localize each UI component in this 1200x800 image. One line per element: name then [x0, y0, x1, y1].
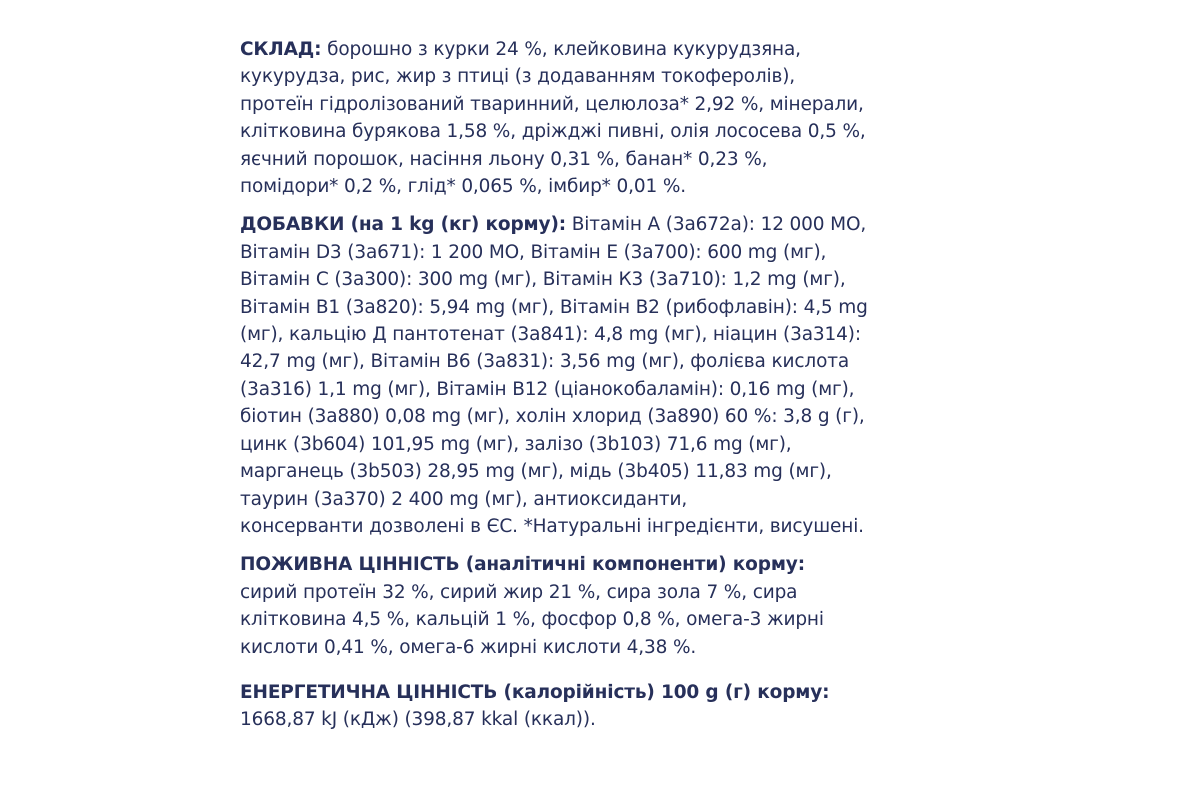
composition-heading: СКЛАД: — [240, 39, 322, 60]
nutrition-line: кислоти 0,41 %, омега-6 жирні кислоти 4,38 %. — [240, 636, 697, 658]
additives-line — [240, 211, 960, 238]
ingredients-text — [240, 36, 960, 734]
composition-first-line: борошно з курки 24 %, клейковина кукурудзяна, — [321, 39, 801, 60]
composition-section — [240, 36, 960, 200]
composition-line: протеїн гідролізований тваринний, целюлоза* 2,92 %, мінерали, — [240, 93, 864, 115]
composition-line: клітковина бурякова 1,58 %, дріжджі пивні, олія лососева 0,5 %, — [240, 121, 866, 143]
additives-line: Вітамін В1 (3a820): 5,94 mg (мг), Вітамін В2 (рибофлавін): 4,5 mg — [240, 296, 868, 318]
additives-line: цинк (3b604) 101,95 mg (мг), залізо (3b103) 71,6 mg (мг), — [240, 433, 792, 455]
energy-heading: ЕНЕРГЕТИЧНА ЦІННІСТЬ (калорійність) 100 g (г) корму: — [240, 681, 830, 703]
nutrition-heading: ПОЖИВНА ЦІННІСТЬ (аналітичні компоненти) корму: — [240, 554, 805, 576]
additives-line: таурин (3a370) 2 400 mg (мг), антиоксиданти, — [240, 488, 688, 510]
energy-line: 1668,87 kJ (кДж) (398,87 kkal (ккал)). — [240, 709, 596, 731]
composition-line: помідори* 0,2 %, глід* 0,065 %, імбир* 0,01 %. — [240, 176, 686, 198]
additives-line: (мг), кальцію Д пантотенат (3a841): 4,8 mg (мг), ніацин (3a314): — [240, 324, 861, 346]
nutrition-line: клітковина 4,5 %, кальцій 1 %, фосфор 0,8 %, омега-3 жирні — [240, 609, 824, 631]
additives-section — [240, 211, 960, 540]
additives-line: Вітамін D3 (3a671): 1 200 МО, Вітамін Е (3a700): 600 mg (мг), — [240, 241, 827, 263]
composition-line — [240, 36, 960, 63]
nutrition-line: сирий протеїн 32 %, сирий жир 21 %, сира зола 7 %, сира — [240, 581, 798, 603]
additives-line: марганець (3b503) 28,95 mg (мг), мідь (3b405) 11,83 mg (мг), — [240, 461, 832, 483]
additives-line: біотин (3a880) 0,08 mg (мг), холін хлорид (3a890) 60 %: 3,8 g (г), — [240, 406, 865, 428]
energy-section — [240, 679, 960, 734]
composition-line: яєчний порошок, насіння льону 0,31 %, банан* 0,23 %, — [240, 148, 768, 170]
additives-heading: ДОБАВКИ (на 1 kg (кг) корму): — [240, 214, 566, 236]
nutrition-section — [240, 551, 960, 661]
additives-line: консерванти дозволені в ЄС. *Натуральні інгредієнти, висушені. — [240, 515, 864, 537]
additives-line: (3a316) 1,1 mg (мг), Вітамін В12 (ціанокобаламін): 0,16 mg (мг), — [240, 378, 855, 400]
additives-line: 42,7 mg (мг), Вітамін В6 (3a831): 3,56 mg (мг), фолієва кислота — [240, 351, 850, 373]
composition-line: кукурудза, рис, жир з птиці (з додаванням токоферолів), — [240, 66, 796, 88]
additives-first-line: Вітамін А (3a672a): 12 000 МО, — [566, 214, 867, 236]
additives-line: Вітамін С (3a300): 300 mg (мг), Вітамін К3 (3a710): 1,2 mg (мг), — [240, 269, 846, 291]
